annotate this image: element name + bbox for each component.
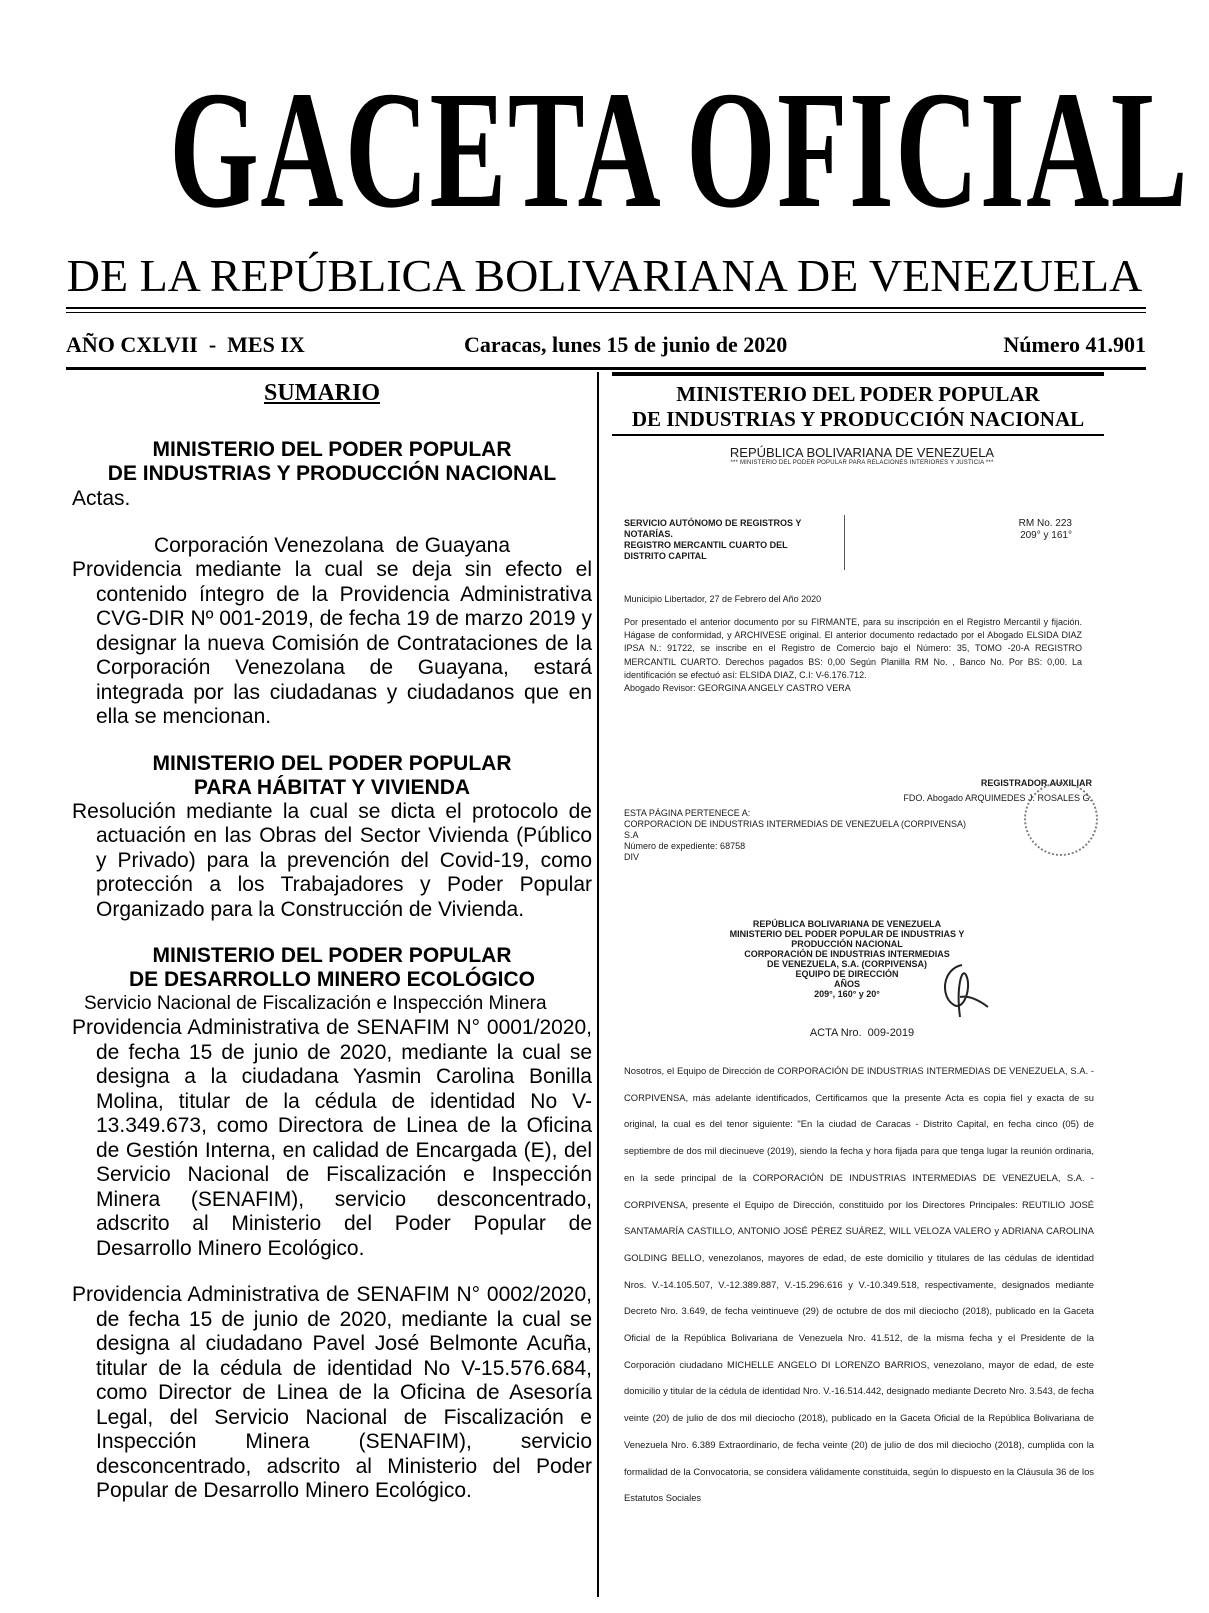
seal-stamp-icon xyxy=(1024,782,1098,856)
summary-heading: SUMARIO xyxy=(263,380,380,406)
scan-divider xyxy=(844,515,845,570)
dateline-rule xyxy=(66,367,1146,370)
ministry-heading: MINISTERIO DEL PODER POPULAR DE DESARROLLO MINERO ECOLÓGICO xyxy=(128,944,535,991)
issue-number: Número 41.901 xyxy=(1003,332,1146,357)
dateline xyxy=(66,332,1146,362)
summary-entry: Resolución mediante la cual se dicta el protocolo de actuación en las Obras del Sector Vivienda (Público y Privado) para la prevención del Covid-19, como protección a los Trabajadores y Poder Popular Organizado para la Construcción de Vivienda. xyxy=(72,799,592,921)
masthead-rule xyxy=(66,307,1146,309)
masthead-rule-thin xyxy=(66,312,1146,313)
scan-page-owner: ESTA PÁGINA PERTENECE A: CORPORACION DE INDUSTRIAS INTERMEDIAS DE VENEZUELA (CORPIVENSA) S.A Número de expediente: 68758 DIV xyxy=(624,808,967,862)
scan-location-date: Municipio Libertador, 27 de Febrero del Año 2020 xyxy=(624,594,822,604)
summary-entry: Providencia Administrativa de SENAFIM N° 0001/2020, de fecha 15 de junio de 2020, mediante la cual se designa a la ciudadana Yasmin Carolina Bonilla Molina, titular de la cédula de identidad No V-13.349.673, como Directora de Linea de la Oficina de Gestión Interna, en calidad de Encargada (E), del Servicio Nacional de Fiscalización e Inspección Minera (SENAFIM), servicio desconcentrado, adscrito al Ministerio del Poder Popular de Desarrollo Minero Ecológico. xyxy=(72,1016,592,1260)
issue-date: Caracas, lunes 15 de junio de 2020 xyxy=(464,332,788,357)
ministry-heading: MINISTERIO DEL PODER POPULAR DE INDUSTRIAS Y PRODUCCIÓN NACIONAL xyxy=(631,382,1085,431)
entity-name: Servicio Nacional de Fiscalización e Inspección Minera xyxy=(84,993,547,1014)
scan-ministry-subheading: *** MINISTERIO DEL PODER POPULAR PARA RELACIONES INTERIORES Y JUSTICIA *** xyxy=(730,460,994,466)
masthead-subtitle: DE LA REPÚBLICA BOLIVARIANA DE VENEZUELA xyxy=(66,250,1143,301)
scan-signatory: FDO. Abogado ARQUIMEDES J. ROSALES G. xyxy=(903,793,1092,803)
content-column xyxy=(612,372,1104,1602)
signature-icon xyxy=(932,957,992,1027)
scan-republic-heading: REPÚBLICA BOLIVARIANA DE VENEZUELA xyxy=(729,445,995,460)
entry-label: Actas. xyxy=(72,487,131,510)
summary-entry: Providencia mediante la cual se deja sin efecto el contenido íntegro de la Providencia Administrativa CVG-DIR Nº 001-2019, de fecha 19 de marzo 2019 y designar la nueva Comisión de Contrataciones de la Corporación Venezolana de Guayana, estará integrada por las ciudadanas y ciudadanos que en ella se mencionan. xyxy=(72,558,592,728)
summary-entry: Providencia Administrativa de SENAFIM N° 0002/2020, de fecha 15 de junio de 2020, mediante la cual se designa al ciudadano Pavel José Belmonte Acuña, titular de la cédula de identidad No V-15.576.684, como Director de Linea de la Oficina de Asesoría Legal, del Servicio Nacional de Fiscalización e Inspección Minera (SENAFIM), servicio desconcentrado, adscrito al Ministerio del Poder Popular de Desarrollo Minero Ecológico. xyxy=(72,1283,592,1502)
entity-name: Corporación Venezolana de Guayana xyxy=(153,534,511,557)
column-divider xyxy=(597,372,599,1597)
scan-registrador-title: REGISTRADOR AUXILIAR xyxy=(980,778,1092,788)
ministry-heading: MINISTERIO DEL PODER POPULAR PARA HÁBITAT Y VIVIENDA xyxy=(152,751,512,799)
scan-rm-number: RM No. 223 209° y 161° xyxy=(1018,518,1072,541)
section-rule xyxy=(612,372,1104,376)
section-rule xyxy=(612,434,1104,436)
masthead-title: GACETA OFICIAL xyxy=(169,55,1190,243)
ministry-heading: MINISTERIO DEL PODER POPULAR DE INDUSTRIAS Y PRODUCCIÓN NACIONAL xyxy=(107,438,557,485)
issue-year-month: AÑO CXLVII - MES IX xyxy=(66,332,305,357)
scan-registry-office: SERVICIO AUTÓNOMO DE REGISTROS Y NOTARÍAS. REGISTRO MERCANTIL CUARTO DEL DISTRITO CAPITAL xyxy=(624,518,802,561)
scan-acta-header: REPÚBLICA BOLIVARIANA DE VENEZUELA MINISTERIO DEL PODER POPULAR DE INDUSTRIAS Y PRODUCCIÓN NACIONAL CORPORACIÓN DE INDUSTRIAS INTERMEDIAS DE VENEZUELA, S.A. (CORPIVENSA) EQUIPO DE DIRECCIÓN AÑOS 209°, 160° y 20° xyxy=(729,919,965,999)
scan-registry-body: Por presentado el anterior documento por su FIRMANTE, para su inscripción en el Registro Mercantil y fijación. Hágase de conformidad, y ARCHIVESE original. El anterior documento redactado por el Abogado ELSIDA DIAZ IPSA N.: 91722, se inscribe en el Registro de Comercio bajo el Número: 35, TOMO -20-A REGISTRO MERCANTIL CUARTO. Derechos pagados BS: 0,00 Según Planilla RM No. , Banco No. Por BS: 0,00. La identificación se efectuó así: ELSIDA DIAZ, C.I: V-6.176.712. Abogado Revisor: GEORGINA ANGELY CASTRO VERA xyxy=(624,617,1082,694)
scan-acta-number: ACTA Nro. 009-2019 xyxy=(809,1027,915,1039)
summary-column xyxy=(72,378,592,1504)
scan-acta-body: Nosotros, el Equipo de Dirección de CORPORACIÓN DE INDUSTRIAS INTERMEDIAS DE VENEZUELA, S.A. -CORPIVENSA, más adelante identificados, Certificamos que la presente Acta es copia fiel y exacta de su original, la cual es del tenor siguiente: "En la ciudad de Caracas - Distrito Capital, en fecha cinco (05) de septiembre de dos mil diecinueve (2019), siendo la fecha y hora fijada para que tenga lugar la reunión ordinaria, en la sede principal de la CORPORACIÓN DE INDUSTRIAS INTERMEDIAS DE VENEZUELA, S.A. -CORPIVENSA, presente el Equipo de Dirección, constituido por los Directores Principales: REUTILIO JOSÉ SANTAMARÍA CASTILLO, ANTONIO JOSÉ PÉREZ SUÁREZ, WILL VELOZA VALERO y ADRIANA CAROLINA GOLDING BELLO, venezolanos, mayores de edad, de este domicilio y titulares de las cédulas de identidad Nros. V.-14.105.507, V.-12.389.887, V.-15.296.616 y V.-10.349.518, respectivamente, designados mediante Decreto Nro. 3.649, de fecha veintinueve (29) de octubre de dos mil dieciocho (2018), publicado en la Gaceta Oficial de la República Bolivariana de Venezuela Nro. 41.512, de la misma fecha y el Presidente de la Corporación ciudadano MICHELLE ANGELO DI LORENZO BARRIOS, venezolano, mayor de edad, de este domicilio y titular de la cédula de identidad Nro. V.-16.514.442, designado mediante Decreto Nro. 3.543, de fecha veinte (20) de julio de dos mil dieciocho (2018), publicado en la Gaceta Oficial de la República Bolivariana de Venezuela Nro. 6.389 Extraordinario, de fecha veinte (20) de julio de dos mil dieciocho (2018), cumplida con la formalidad de la Convocatoria, se considera válidamente constituida, según lo dispuesto en la Cláusula 36 de los Estatutos Sociales xyxy=(624,1065,1094,1504)
